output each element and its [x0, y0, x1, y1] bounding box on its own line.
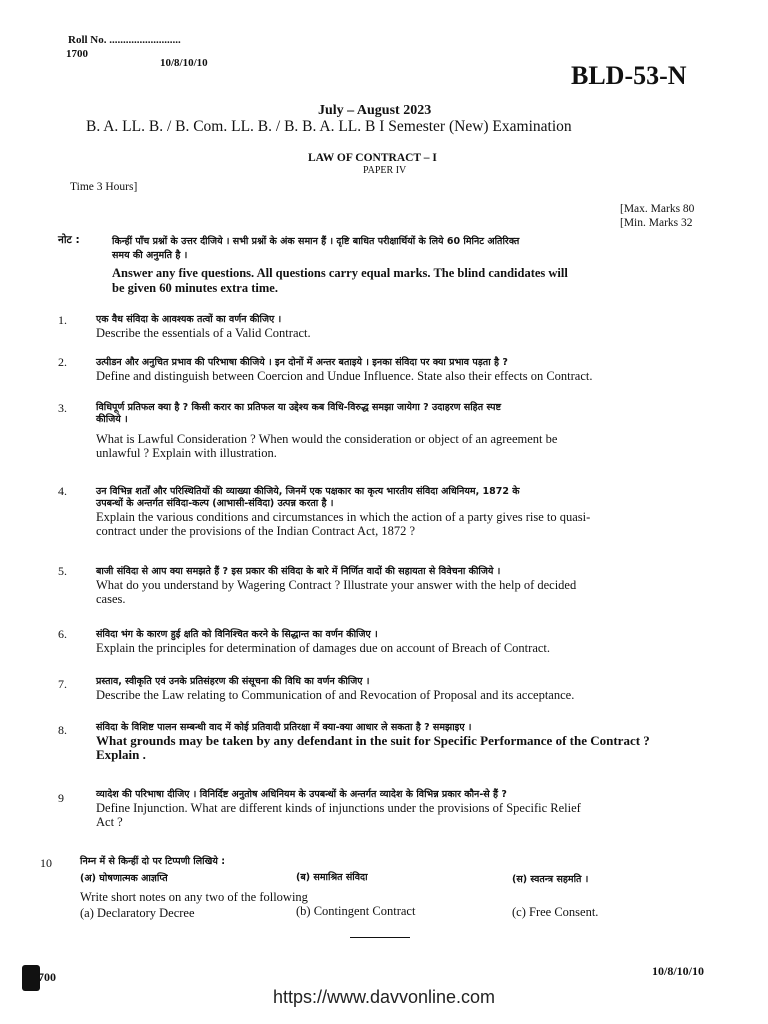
question-5 [96, 566, 724, 606]
exam-title: B. A. LL. B. / B. Com. LL. B. / B. B. A. LL. B I Semester (New) Examination [86, 118, 572, 135]
option-hindi-b: (ब) समाश्रित संविदा [296, 872, 368, 883]
question-english: Define and distinguish between Coercion and Undue Influence. State also their effects on Contract. [96, 369, 593, 383]
question-10-english: Write short notes on any two of the following [80, 890, 308, 904]
question-english: Describe the essentials of a Valid Contract. [96, 326, 311, 340]
question-number: 4. [58, 484, 67, 498]
subject-title: LAW OF CONTRACT – I [308, 152, 437, 164]
note-english-line2: be given 60 minutes extra time. [112, 281, 278, 295]
question-number: 2. [58, 355, 67, 369]
question-english: Act ? [96, 815, 123, 829]
question-english: What do you understand by Wagering Contract ? Illustrate your answer with the help of decided [96, 578, 577, 592]
question-hindi: कीजिये । [96, 414, 128, 425]
question-hindi: उपबन्धों के अन्तर्गत संविदा-कल्प (आभासी-संविदा) उत्पन्न करता है । [96, 498, 334, 509]
question-hindi: बाजी संविदा से आप क्या समझते हैं ? इस प्रकार की संविदा के बारे में निर्णित वादों की सहायता से विवेचना कीजिये । [96, 566, 501, 577]
option-hindi-a: (अ) घोषणात्मक आज्ञप्ति [80, 873, 168, 884]
note-label: नोट : [58, 234, 80, 246]
question-english: What is Lawful Consideration ? When would the consideration or object of an agreement be [96, 432, 558, 446]
question-hindi: उत्पीडन और अनुचित प्रभाव की परिभाषा कीजिये । इन दोनों में अन्तर बताइये । इनका संविदा पर क्या प्रभाव पड़ता है ? [96, 357, 508, 368]
exam-session: July – August 2023 [318, 103, 432, 118]
question-number: 1. [58, 313, 67, 327]
max-marks: [Max. Marks 80 [620, 203, 695, 215]
question-english: Define Injunction. What are different kinds of injunctions under the provisions of Specific Relief [96, 801, 581, 815]
note-hindi-line1: किन्हीं पाँच प्रश्नों के उत्तर दीजिये । सभी प्रश्नों के अंक समान हैं । दृष्टि बाधित परीक्षार्थियों के लिये 60 मिनिट अतिरिक्त [112, 236, 520, 247]
time-allowed: Time 3 Hours] [70, 181, 138, 193]
question-hindi: संविदा भंग के कारण हुई क्षति को विनिश्चित करने के सिद्धान्त का वर्णन कीजिए । [96, 629, 378, 640]
question-hindi: संविदा के विशिष्ट पालन सम्बन्धी वाद में कोई प्रतिवादी प्रतिरक्षा में क्या-क्या आधार ले सकता है ? समझाइए । [96, 722, 472, 733]
question-2 [96, 357, 724, 383]
question-number: 8. [58, 723, 67, 737]
question-10-hindi: निम्न में से किन्हीं दो पर टिप्पणी लिखिये : [80, 856, 225, 867]
question-hindi: प्रस्ताव, स्वीकृति एवं उनके प्रतिसंहरण की संसूचना की विधि का वर्णन कीजिए । [96, 676, 370, 687]
question-english: What grounds may be taken by any defendant in the suit for Specific Performance of the Contract ? [96, 733, 650, 748]
question-hindi: उन विभिन्न शर्तों और परिस्थितियों की व्याख्या कीजिये, जिनमें एक पक्षकार का कृत्य भारतीय संविदा अधिनियम, 1872 के [96, 486, 520, 497]
question-hindi: व्यादेश की परिभाषा दीजिए । विनिर्दिष्ट अनुतोष अधिनियम के उपबन्धों के अन्तर्गत व्यादेश के विभिन्न प्रकार कौन-से हैं ? [96, 789, 507, 800]
note-hindi-line2: समय की अनुमति है । [112, 250, 188, 261]
question-6 [96, 629, 724, 655]
question-9 [96, 789, 724, 829]
website-url[interactable]: https://www.davvonline.com [272, 987, 496, 1007]
question-number: 9 [58, 791, 64, 805]
question-number: 7. [58, 677, 67, 691]
question-english: Explain . [96, 747, 146, 762]
code-left: 1700 [66, 48, 88, 60]
question-8 [96, 722, 724, 762]
question-3 [96, 402, 724, 460]
date-code-top: 10/8/10/10 [160, 57, 208, 69]
paper-code: BLD-53-N [571, 61, 687, 90]
question-english: Explain the various conditions and circumstances in which the action of a party gives rise to quasi- [96, 510, 591, 524]
paper-number: PAPER IV [363, 165, 407, 176]
option-english-a: (a) Declaratory Decree [80, 906, 195, 920]
question-number: 6. [58, 627, 67, 641]
question-english: unlawful ? Explain with illustration. [96, 446, 277, 460]
footer-left-code: 700 [38, 970, 56, 984]
question-english: Describe the Law relating to Communication of and Revocation of Proposal and its acceptance. [96, 688, 575, 702]
question-number: 10 [40, 856, 52, 870]
option-english-c: (c) Free Consent. [512, 905, 599, 919]
question-number: 5. [58, 564, 67, 578]
roll-number-field: Roll No. .......................... [68, 34, 181, 46]
question-english: Explain the principles for determination of damages due on account of Breach of Contract. [96, 641, 551, 655]
min-marks: [Min. Marks 32 [620, 217, 693, 229]
question-hindi: एक वैध संविदा के आवश्यक तत्वों का वर्णन कीजिए । [96, 314, 282, 325]
question-english: cases. [96, 592, 126, 606]
option-hindi-c: (स) स्वतन्त्र सहमति । [512, 874, 589, 885]
question-english: contract under the provisions of the Indian Contract Act, 1872 ? [96, 524, 416, 538]
option-english-b: (b) Contingent Contract [296, 904, 416, 918]
question-7 [96, 676, 724, 702]
question-4 [96, 486, 724, 538]
question-1 [96, 314, 724, 340]
question-hindi: विधिपूर्ण प्रतिफल क्या है ? किसी करार का प्रतिफल या उद्देश्य कब विधि-विरुद्ध समझा जायेगा ? उदाहरण सहित स्पष्ट [96, 402, 502, 413]
question-number: 3. [58, 401, 67, 415]
end-divider [350, 937, 410, 938]
footer-right-code: 10/8/10/10 [652, 964, 705, 978]
note-english-line1: Answer any five questions. All questions carry equal marks. The blind candidates will [112, 266, 568, 280]
